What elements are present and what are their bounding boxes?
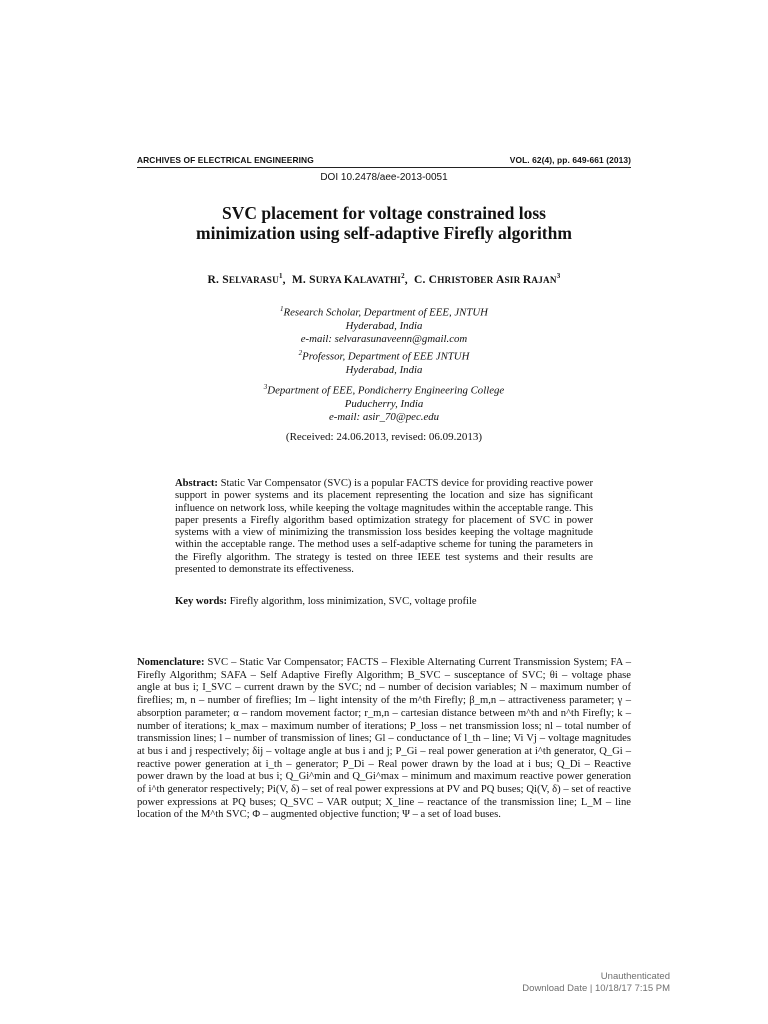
download-footer: [522, 971, 670, 995]
paper-title: [137, 203, 631, 243]
author-list: R. SELVARASU$^1$, M. SURYA KALAVATHI$^2$, C. CHRISTOBER ASIR RAJAN$^3$: [207, 272, 561, 286]
running-header: [137, 155, 631, 165]
header-rule: [137, 167, 631, 168]
email-3: e-mail: asir_70@pec.edu: [328, 410, 440, 423]
footer-auth-status: Unauthenticated: [600, 971, 670, 982]
keywords-text: Firefly algorithm, loss minimization, SVC, voltage profile: [229, 596, 477, 607]
author-1: R. SELVARASU$^1$: [207, 272, 283, 286]
keywords-label: Key words:: [175, 596, 228, 607]
nomenclature: [137, 657, 631, 822]
footer-download-date: Download Date | 10/18/17 7:15 PM: [522, 983, 670, 994]
title-line-2: minimization using self-adaptive Firefly algorithm: [196, 223, 572, 243]
received-dates: (Received: 24.06.2013, revised: 06.09.2013): [285, 431, 483, 443]
nomenclature-text: SVC – Static Var Compensator; FACTS – Flexible Alternating Current Transmission System; FA – Firefly Algorithm; SAFA – Self Adaptive Firefly Algorithm; B_SVC – susceptance of SVC; θi – voltage phase angle at bus i; I_SVC – current drawn by the SVC; nd – number of decision variables; N – maximum number of fireflies; m, n – number of fireflies; Im – light intensity of the m^th Firefly; β_m,n – attractiveness parameter; γ – absorption parameter; α – random movement factor; r_m,n – cartesian distance between m^th and n^th Firefly; k – number of iterations; k_max – maximum number of iterations; P_loss – net transmission loss; nl – total number of transmission lines; l – number of transmission of lines; Gl – conductance of l_th – line; Vi Vj – voltage magnitudes at bus i and j respectively; δij – voltage angle at bus i and j; P_Gi – real power generation at i^th generator, Q_Gi – reactive power generation at i_th – generator; P_Di – Real power drawn by the load at i bus; Q_Di – Reactive power drawn by the load at bus i; Q_Gi^min and Q_Gi^max – minimum and maximum reactive power generation of i^th generator respectively; Pi(V, δ) – set of real power expressions at PV and PQ buses; Qi(V, δ) – set of reactive power expressions at PQ buses; Q_SVC – VAR output; X_line – reactance of the transmission line; L_M – line location of the M^th SVC; Φ – augmented objective function; Ψ – a set of load buses.: [137, 657, 631, 821]
title-line-1: SVC placement for voltage constrained loss: [222, 203, 546, 223]
affiliation-2: $^2$Professor, Department of EEE JNTUH Hyderabad, India: [298, 349, 470, 376]
journal-name: ARCHIVES OF ELECTRICAL ENGINEERING: [137, 155, 314, 165]
abstract: [175, 478, 593, 576]
affiliation-1: $^1$Research Scholar, Department of EEE, JNTUH Hyderabad, India e-mail: selvarasunaveenn@gmail.com: [137, 303, 631, 346]
author-2: M. SURYA KALAVATHI$^2$: [291, 272, 405, 286]
doi: DOI 10.2478/aee-2013-0051: [320, 172, 448, 183]
abstract-label: Abstract:: [175, 478, 218, 489]
email-1: e-mail: selvarasunaveenn@gmail.com: [300, 332, 468, 345]
abstract-text: Static Var Compensator (SVC) is a popular FACTS device for providing reactive power support in power systems and its placement representing the location and size has significant influence on network loss, while keeping the voltage magnitudes within the acceptable range. This paper presents a Firefly algorithm based optimization strategy for placement of SVC in power systems with a view of minimizing the transmission loss besides keeping the voltage magnitude within the acceptable range. The method uses a self-adaptive scheme for tuning the parameters in the Firefly algorithm. The strategy is tested on three IEEE test systems and their results are presented to demonstrate its effectiveness.: [175, 478, 594, 576]
volume-info: VOL. 62(4), pp. 649-661 (2013): [509, 155, 631, 165]
nomenclature-label: Nomenclature:: [137, 657, 205, 668]
author-3: C. CHRISTOBER ASIR RAJAN$^3$: [414, 272, 561, 286]
keywords: [175, 596, 593, 607]
affiliation-3: $^3$Department of EEE, Pondicherry Engineering College Puducherry, India e-mail: asir_70@pec.edu: [137, 381, 631, 424]
